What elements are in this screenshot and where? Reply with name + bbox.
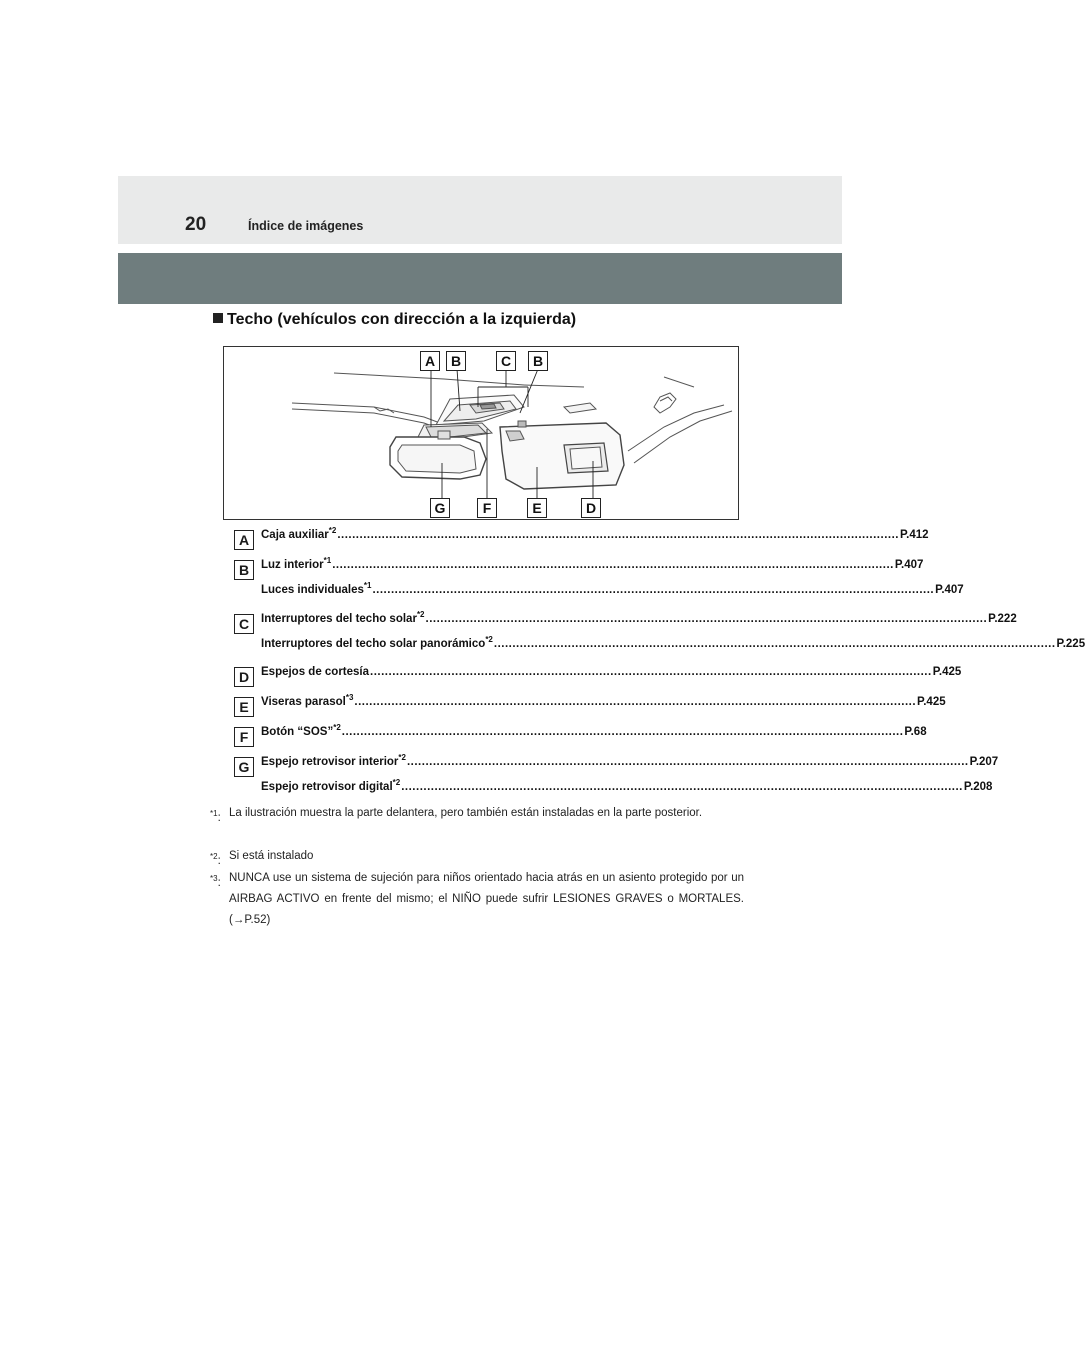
callout-b-right: B [528,351,548,371]
entry-label: Interruptores del techo solar [261,613,417,625]
legend-letter: G [234,757,254,777]
header-band [118,176,842,244]
footnote-mark: *3 [210,874,218,883]
legend-entry [261,635,1085,656]
entry-page-ref: P.425 [932,666,962,678]
entry-label: Botón “SOS” [261,726,334,738]
callout-g: G [430,498,450,518]
footnote-3: $^{*3}$: NUNCA use un sistema de sujeción para niños orientado hacia atrás en un asiento protegido por un AIRBAG ACTIVO en frente del mismo; el NIÑO puede sufrir LESIONES GRAVES o MORTALES. (→P.52) [210,868,744,931]
dot-leader: ........................................................................................................................................................ [406,756,969,768]
entry-page-ref: P.208 [963,781,993,793]
entry-footnote-mark: *2 [333,723,341,733]
entry-page-ref: P.207 [969,756,999,768]
entry-page-ref: P.407 [894,559,924,571]
legend-letter: A [234,530,254,550]
entry-footnote-mark: *2 [485,635,493,645]
entry-page-ref: P.407 [935,584,964,596]
legend-letter: C [234,614,254,634]
entry-label: Espejos de cortesía [261,666,370,678]
footnote-mark: *1 [210,809,218,818]
legend-entry [261,723,927,744]
legend-entry [261,581,964,602]
section-title-text: Techo (vehículos con dirección a la izquierda) [227,311,577,328]
dot-leader: ........................................................................................................................................................ [401,781,963,793]
entry-page-ref: P.425 [917,696,946,708]
entry-footnote-mark: *1 [363,581,372,591]
footnote-2: $^{*2}$: Si está instalado [210,846,744,867]
legend-letter: B [234,560,254,580]
footnote-text: NUNCA use un sistema de sujeción para niños orientado hacia atrás en un asiento protegido por un AIRBAG ACTIVO en frente del mismo; el NIÑO puede sufrir LESIONES GRAVES o MORTALES. (→P.52) [229,872,744,926]
entry-page-ref: P.222 [988,613,1017,625]
legend-entry [261,556,924,577]
dot-leader: ........................................................................................................................................................ [341,726,904,738]
section-title [213,311,576,329]
header-title: Índice de imágenes [248,219,364,233]
entry-footnote-mark: *2 [328,526,337,536]
dot-leader: ........................................................................................................................................................ [370,666,932,678]
entry-label: Viseras parasol [261,696,346,708]
legend-letter: D [234,667,254,687]
entry-footnote-mark: *1 [323,556,332,566]
dot-leader: ........................................................................................................................................................ [425,613,988,625]
legend-entry [261,526,929,547]
legend-entry [261,753,999,774]
footnote-text: La ilustración muestra la parte delantera, pero también están instaladas en la parte posterior. [229,807,703,819]
entry-footnote-mark: *3 [345,693,354,703]
entry-label: Espejo retrovisor interior [261,756,399,768]
legend-letter: E [234,697,254,717]
entry-footnote-mark: *2 [398,753,406,763]
dot-leader: ........................................................................................................................................................ [493,638,1056,650]
entry-label: Espejo retrovisor digital [261,781,393,793]
legend-entry [261,666,962,684]
entry-footnote-mark: *2 [416,610,425,620]
section-band [118,253,842,304]
roof-illustration [223,346,739,520]
legend-letter: F [234,727,254,747]
entry-label: Luces individuales [261,584,364,596]
page-number: 20 [185,214,207,235]
entry-label: Luz interior [261,559,324,571]
callout-e: E [527,498,547,518]
dot-leader: ........................................................................................................................................................ [372,584,935,596]
footnote-1: $^{*1}$: La ilustración muestra la parte delantera, pero también están instaladas en la parte posterior. [210,803,744,824]
dot-leader: ........................................................................................................................................................ [354,696,917,708]
entry-page-ref: P.225 [1056,638,1085,650]
entry-footnote-mark: *2 [392,778,401,788]
entry-label: Interruptores del techo solar panorámico [261,638,486,650]
roof-drawing [224,347,740,521]
dot-leader: ........................................................................................................................................................ [332,559,894,571]
callout-d: D [581,498,601,518]
square-bullet-icon [213,313,223,323]
entry-label: Caja auxiliar [261,529,329,541]
legend-entry [261,778,993,799]
callout-f: F [477,498,497,518]
legend-entry [261,610,1017,631]
legend-entry [261,693,946,714]
callout-b: B [446,351,466,371]
footnote-text: Si está instalado [229,850,314,862]
footnote-mark: *2 [210,852,218,861]
callout-a: A [420,351,440,371]
entry-page-ref: P.412 [899,529,929,541]
callout-c: C [496,351,516,371]
dot-leader: ........................................................................................................................................................ [337,529,899,541]
entry-page-ref: P.68 [904,726,927,738]
